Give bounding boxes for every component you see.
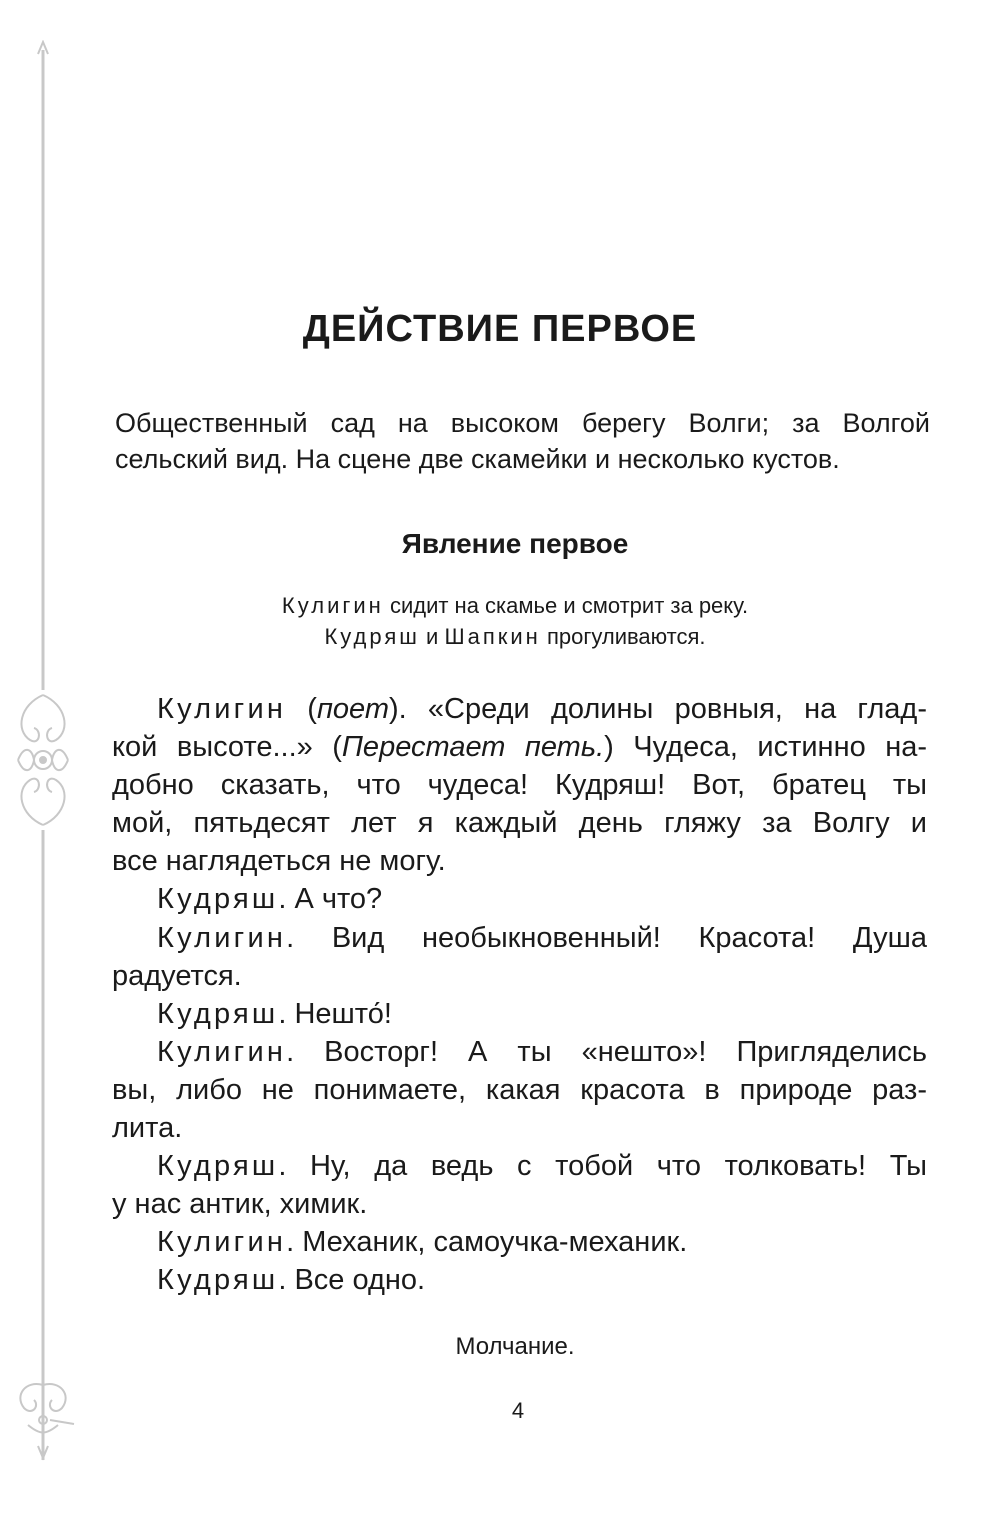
dialogue-text: ) Чудеса, истинно на- [604,731,927,764]
character-name: Шапкин [444,624,541,649]
speaker-name: Кудряш [157,883,279,916]
character-name: Кулигин [281,593,384,618]
setting-description [115,405,930,477]
dialogue-line [112,919,927,957]
dialogue-line: добно сказать, что чудеса! Кудряш! Вот, братец ты [112,769,927,802]
dialogue-line [112,995,927,1033]
dialogue-line [112,690,927,728]
stage-direction-silence: Молчание. [455,1333,575,1360]
stage-direction-text: сидит на скамье и смотрит за реку. [383,593,749,618]
dialogue-line [112,1261,927,1299]
dialogue-line: радуется. [112,959,242,992]
dialogue-text: . Восторг! А ты «нешто»! Пригляделись [286,1035,927,1068]
dialogue-line: все наглядеться не могу. [112,845,446,878]
dialogue-text: ( [286,693,317,725]
dialogue-text: . Вид необыкновенный! Красота! Душа [286,921,927,954]
speaker-name: Кудряш [157,997,279,1030]
speaker-name: Кудряш [157,1264,279,1297]
speaker-name: Кулигин [157,693,287,725]
page-number: 4 [511,1398,525,1423]
dialogue-line: у нас антик, химик. [112,1188,368,1221]
dialogue-text: кой высоте...» ( [112,731,342,764]
stage-remark: Перестает петь. [341,731,605,764]
stage-direction-text: и [419,624,445,649]
setting-line: Общественный сад на высоком берегу Волги; за Волгой [115,408,930,438]
speaker-name: Кулигин [157,1035,287,1068]
dialogue-text: . Нешто́! [278,997,392,1030]
dialogue-text: . А что? [278,883,383,916]
stage-direction-line [0,621,1000,652]
act-title: ДЕЙСТВИЕ ПЕРВОЕ [302,308,698,350]
stage-direction-text: прогуливаются. [540,624,706,649]
stage-direction-line [0,590,1000,621]
dialogue [112,690,927,1300]
scene-title: Явление первое [401,528,629,559]
speaker-name: Кудряш [157,1150,279,1183]
speaker-name: Кулигин [157,1226,287,1259]
character-name: Кудряш [324,624,420,649]
ornamental-border-icon [10,40,76,1470]
dialogue-text: . Механик, самоучка-механик. [286,1226,688,1259]
dialogue-line [112,728,927,766]
dialogue-line [112,1033,927,1071]
dialogue-line [112,880,927,918]
stage-remark: поет [316,693,389,725]
dialogue-line [112,1223,927,1261]
stage-direction [0,590,1000,652]
speaker-name: Кулигин [157,921,287,954]
dialogue-text: ). «Среди долины ровныя, на глад- [389,693,927,725]
dialogue-line [112,1147,927,1185]
dialogue-text: . Все одно. [278,1264,426,1297]
dialogue-line: мой, пятьдесят лет я каждый день гляжу за Волгу и [112,807,927,840]
dialogue-text: . Ну, да ведь с тобой что толковать! Ты [278,1150,927,1183]
dialogue-line: вы, либо не понимаете, какая красота в природе раз- [112,1073,927,1106]
setting-line: сельский вид. На сцене две скамейки и несколько кустов. [115,444,840,474]
dialogue-line: лита. [112,1112,183,1145]
